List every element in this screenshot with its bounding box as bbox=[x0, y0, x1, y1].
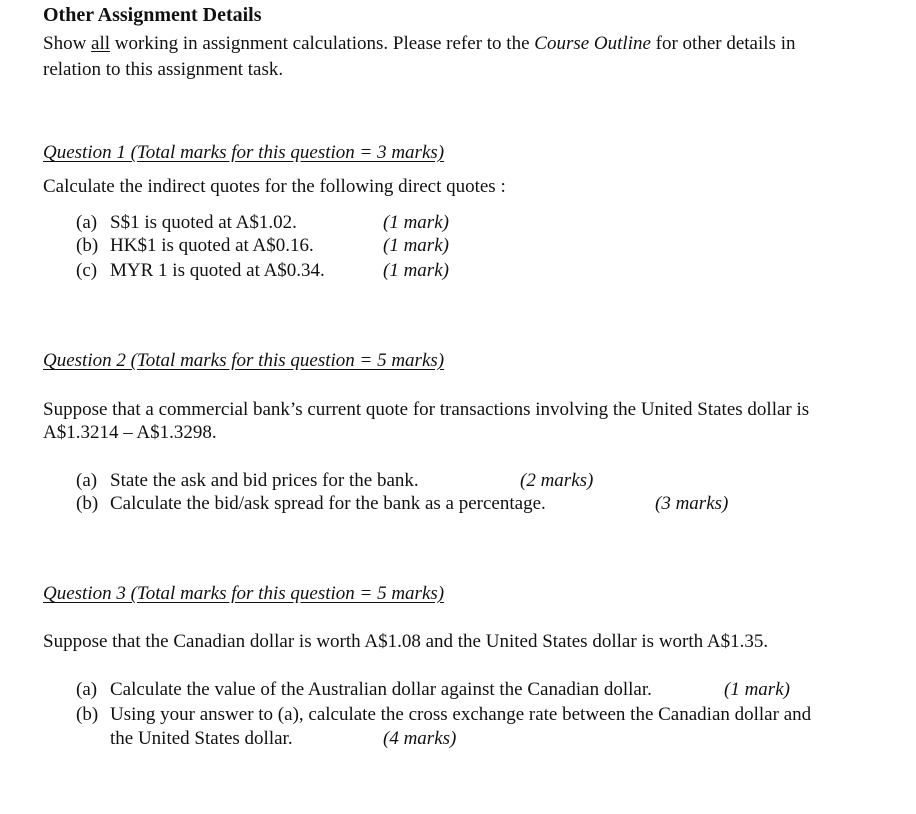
q1-item-b-label: (b) bbox=[76, 235, 99, 256]
intro-line-1 bbox=[43, 32, 795, 56]
q3-heading: Question 3 (Total marks for this question = 5 marks) bbox=[43, 583, 445, 604]
q1-heading: Question 1 (Total marks for this question = 3 marks) bbox=[43, 142, 445, 163]
q1-item-c-text: MYR 1 is quoted at A$0.34. bbox=[110, 260, 325, 281]
section-title: Other Assignment Details bbox=[43, 4, 262, 26]
intro-course-outline: Course Outline bbox=[534, 33, 651, 54]
intro-post: for other details in bbox=[650, 33, 796, 54]
q2-item-a-text: State the ask and bid prices for the bank. bbox=[110, 470, 419, 491]
q2-item-a bbox=[76, 469, 419, 493]
q1-item-c-marks: (1 mark) bbox=[383, 260, 449, 281]
intro-mid: working in assignment calculations. Please refer to the bbox=[110, 33, 535, 54]
intro-emphasis: all bbox=[91, 33, 111, 54]
q1-item-b-text: HK$1 is quoted at A$0.16. bbox=[110, 235, 314, 256]
q3-item-b-label: (b) bbox=[76, 704, 99, 725]
q1-item-c bbox=[76, 259, 325, 283]
q3-item-a-marks: (1 mark) bbox=[724, 679, 790, 700]
q2-item-b bbox=[76, 492, 546, 516]
q1-item-b-marks: (1 mark) bbox=[383, 235, 449, 256]
q2-item-a-marks: (2 marks) bbox=[520, 470, 594, 491]
q3-item-a-text: Calculate the value of the Australian dollar against the Canadian dollar. bbox=[110, 679, 652, 700]
q1-item-a-label: (a) bbox=[76, 212, 98, 233]
q3-item-a bbox=[76, 678, 652, 702]
q3-item-b-marks: (4 marks) bbox=[383, 728, 457, 749]
q3-item-b-text-line-1: Using your answer to (a), calculate the cross exchange rate between the Canadian dollar and bbox=[110, 704, 812, 725]
q1-item-b bbox=[76, 234, 314, 258]
q1-item-a-text: S$1 is quoted at A$1.02. bbox=[110, 212, 297, 233]
q2-heading: Question 2 (Total marks for this question = 5 marks) bbox=[43, 350, 445, 371]
q2-item-a-label: (a) bbox=[76, 470, 98, 491]
q1-item-c-label: (c) bbox=[76, 260, 98, 281]
q2-item-b-text: Calculate the bid/ask spread for the bank as a percentage. bbox=[110, 493, 546, 514]
q3-item-b bbox=[76, 703, 811, 727]
intro-pre: Show bbox=[43, 33, 92, 54]
q1-item-a-marks: (1 mark) bbox=[383, 212, 449, 233]
q1-item-a bbox=[76, 211, 297, 235]
q3-item-a-label: (a) bbox=[76, 679, 98, 700]
q3-prompt: Suppose that the Canadian dollar is worth A$1.08 and the United States dollar is worth A$1.35. bbox=[43, 631, 769, 652]
q2-prompt-line-1: Suppose that a commercial bank’s current quote for transactions involving the United States dollar is bbox=[43, 399, 810, 420]
intro-line-2: relation to this assignment task. bbox=[43, 59, 284, 80]
q3-item-b-text-line-2: the United States dollar. bbox=[110, 728, 293, 749]
q1-prompt: Calculate the indirect quotes for the following direct quotes : bbox=[43, 176, 506, 197]
q2-item-b-marks: (3 marks) bbox=[655, 493, 729, 514]
q2-item-b-label: (b) bbox=[76, 493, 99, 514]
q2-prompt-line-2: A$1.3214 – A$1.3298. bbox=[43, 422, 217, 443]
